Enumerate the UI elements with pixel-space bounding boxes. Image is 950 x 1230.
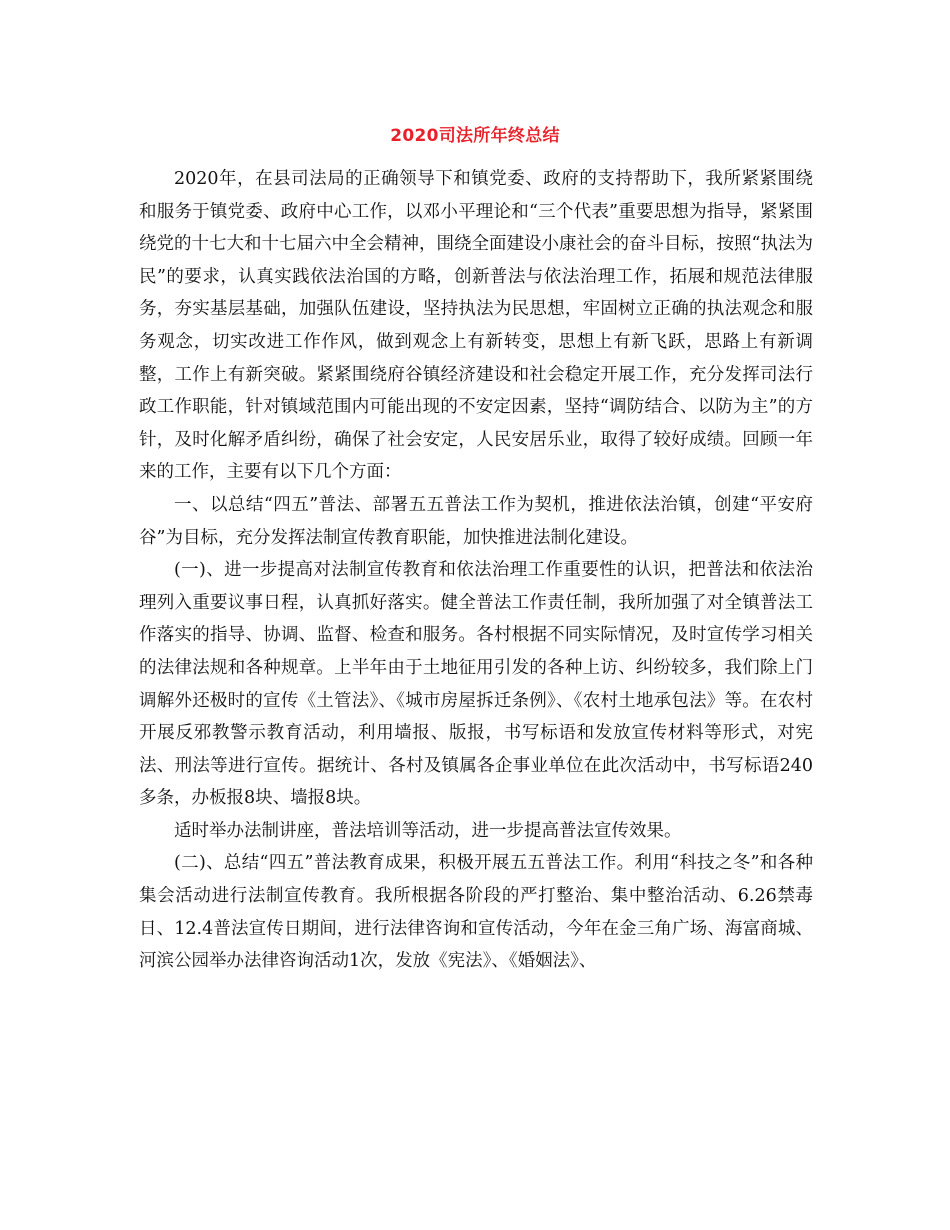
paragraph-lectures: 适时举办法制讲座，普法培训等活动，进一步提高普法宣传效果。 [174, 820, 682, 841]
document-body [139, 163, 813, 978]
document-title: 2020司法所年终总结 [390, 126, 560, 146]
paragraph-section-1: 一、以总结“四五”普法、部署五五普法工作为契机，推进依法治镇，创建“平安府谷”为目标，充分发挥法制宣传教育职能，加快推进法制化建设。 [139, 494, 813, 548]
paragraph-intro: 2020年，在县司法局的正确领导下和镇党委、政府的支持帮助下，我所紧紧围绕和服务于镇党委、政府中心工作，以邓小平理论和“三个代表”重要思想为指导，紧紧围绕党的十七大和十七届六中全会精神，围绕全面建设小康社会的奋斗目标，按照“执法为民”的要求，认真实践依法治国的方略，创新普法与依法治理工作，拓展和规范法律服务，夯实基层基础，加强队伍建设，坚持执法为民思想，牢固树立正确的执法观念和服务观念，切实改进工作作风，做到观念上有新转变，思想上有新飞跃，思路上有新调整，工作上有新突破。紧紧围绕府谷镇经济建设和社会稳定开展工作，充分发挥司法行政工作职能，针对镇域范围内可能出现的不安定因素，坚持“调防结合、以防为主”的方针，及时化解矛盾纠纷，确保了社会安定，人民安居乐业，取得了较好成绩。回顾一年来的工作，主要有以下几个方面： [139, 169, 813, 483]
paragraph-subsection-2: (二)、总结“四五”普法教育成果，积极开展五五普法工作。利用“科技之冬”和各种集会活动进行法制宣传教育。我所根据各阶段的严打整治、集中整治活动、6.26禁毒日、12.4普法宣传日期间，进行法律咨询和宣传活动，今年在金三角广场、海富商城、河滨公园举办法律咨询活动1次，发放《宪法》、《婚姻法》、 [139, 853, 813, 972]
paragraph-subsection-1: (一)、进一步提高对法制宣传教育和依法治理工作重要性的认识，把普法和依法治理列入重要议事日程，认真抓好落实。健全普法工作责任制，我所加强了对全镇普法工作落实的指导、协调、监督、检查和服务。各村根据不同实际情况，及时宣传学习相关的法律法规和各种规章。上半年由于土地征用引发的各种上访、纠纷较多，我们除上门调解外还极时的宣传《土管法》、《城市房屋拆迁条例》、《农村土地承包法》等。在农村开展反邪教警示教育活动，利用墙报、版报，书写标语和发放宣传材料等形式，对宪法、刑法等进行宣传。据统计、各村及镇属各企事业单位在此次活动中，书写标语240多条，办板报8块、墙报8块。 [139, 560, 813, 809]
